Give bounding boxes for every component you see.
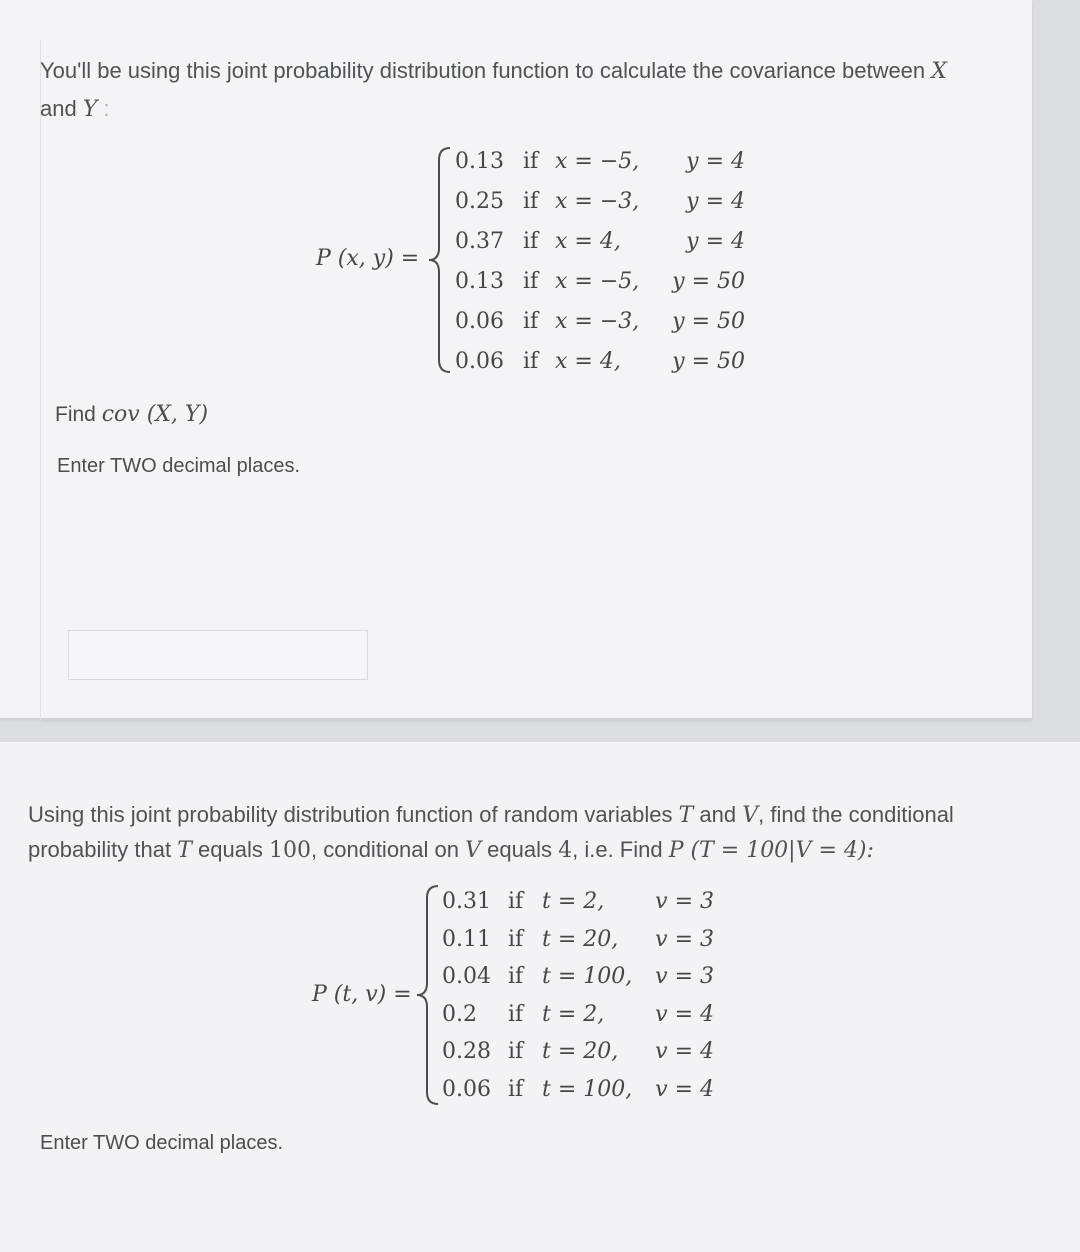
x-condition: x = −5,	[555, 149, 640, 174]
y-condition: y = 50	[672, 349, 745, 374]
prob-value: 0.25	[455, 189, 504, 214]
prompt-text: You'll be using this joint probability distribution function to calculate the covariance between	[40, 58, 926, 83]
find-cov-line	[55, 402, 208, 427]
prob-value: 0.2	[442, 1001, 477, 1027]
pmf-tv-brace	[414, 884, 444, 1106]
prompt-colon: :	[103, 96, 110, 121]
t-condition: t = 100,	[542, 1076, 633, 1102]
prompt-and: and	[40, 96, 77, 121]
y-condition: y = 4	[686, 229, 745, 254]
t-condition: t = 100,	[542, 964, 633, 989]
x-condition: x = 4,	[555, 349, 621, 374]
if-keyword: if	[523, 269, 539, 294]
prob-value: 0.04	[442, 964, 491, 989]
instruction-text: Enter TWO decimal places.	[57, 455, 301, 477]
t-condition: t = 2,	[542, 1001, 605, 1027]
pmf-xy-brace	[426, 146, 456, 374]
prob-value: 0.06	[455, 309, 504, 334]
if-keyword: if	[523, 349, 539, 374]
y-condition: y = 4	[686, 149, 745, 174]
x-condition: x = −5,	[555, 269, 640, 294]
y-condition: y = 50	[672, 269, 745, 294]
instruction-text-2: Enter TWO decimal places.	[40, 1132, 284, 1154]
question-2-prompt	[28, 798, 1068, 868]
t-condition: t = 20,	[542, 1039, 619, 1064]
if-keyword: if	[523, 309, 539, 334]
if-keyword: if	[523, 149, 539, 174]
v-condition: v = 3	[655, 964, 714, 989]
find-cov-expr: cov (X, Y)	[101, 402, 209, 427]
prompt-line2b: equals	[198, 837, 263, 862]
pmf-tv-lhs: P (t, v) =	[312, 982, 412, 1007]
prompt-line2a: probability that	[28, 837, 172, 862]
x-condition: x = 4,	[555, 229, 621, 254]
t-condition: t = 20,	[542, 926, 619, 952]
question-1-prompt	[40, 52, 1000, 128]
y-condition: y = 4	[686, 189, 745, 214]
prompt-and: and	[699, 802, 737, 827]
x-condition: x = −3,	[555, 309, 640, 334]
var-x: X	[931, 59, 947, 84]
answer-input[interactable]	[68, 630, 368, 680]
if-keyword: if	[523, 189, 539, 214]
v-condition: v = 3	[655, 889, 714, 914]
prob-value: 0.06	[455, 349, 504, 374]
var-t: T	[678, 803, 694, 828]
t-condition: t = 2,	[542, 889, 605, 914]
prob-value: 0.13	[455, 149, 504, 174]
y-condition: y = 50	[672, 309, 745, 334]
conditional-prob-expr: P (T = 100|V = 4):	[668, 838, 874, 863]
var-t-2: T	[177, 838, 192, 863]
if-keyword: if	[508, 964, 524, 989]
prob-value: 0.28	[442, 1039, 491, 1064]
value-100: 100	[269, 838, 311, 863]
prompt-line2e: , i.e. Find	[572, 837, 663, 862]
prob-value: 0.31	[442, 889, 491, 914]
pmf-xy-lhs: P (x, y) =	[316, 246, 420, 271]
v-condition: v = 4	[655, 1076, 714, 1102]
v-condition: v = 3	[655, 926, 714, 952]
prompt-line2d: equals	[487, 837, 552, 862]
prob-value: 0.13	[455, 269, 504, 294]
var-y: Y	[82, 97, 98, 122]
if-keyword: if	[508, 1039, 524, 1064]
v-condition: v = 4	[655, 1039, 714, 1064]
prob-value: 0.06	[442, 1076, 491, 1102]
x-condition: x = −3,	[555, 189, 640, 214]
prob-value: 0.37	[455, 229, 504, 254]
prompt-line2c: , conditional on	[311, 837, 459, 862]
prob-value: 0.11	[442, 926, 491, 952]
if-keyword: if	[508, 1001, 524, 1027]
var-v: V	[742, 803, 759, 828]
if-keyword: if	[523, 229, 539, 254]
value-4: 4	[558, 838, 573, 863]
question-2-card	[0, 742, 1080, 1252]
prompt-line1a: Using this joint probability distribution function of random variables	[28, 802, 673, 827]
prompt-line1b: , find the conditional	[758, 802, 954, 827]
var-v-2: V	[465, 838, 482, 863]
find-label: Find	[55, 403, 96, 426]
if-keyword: if	[508, 926, 524, 952]
if-keyword: if	[508, 889, 524, 914]
v-condition: v = 4	[655, 1001, 714, 1027]
if-keyword: if	[508, 1076, 524, 1102]
